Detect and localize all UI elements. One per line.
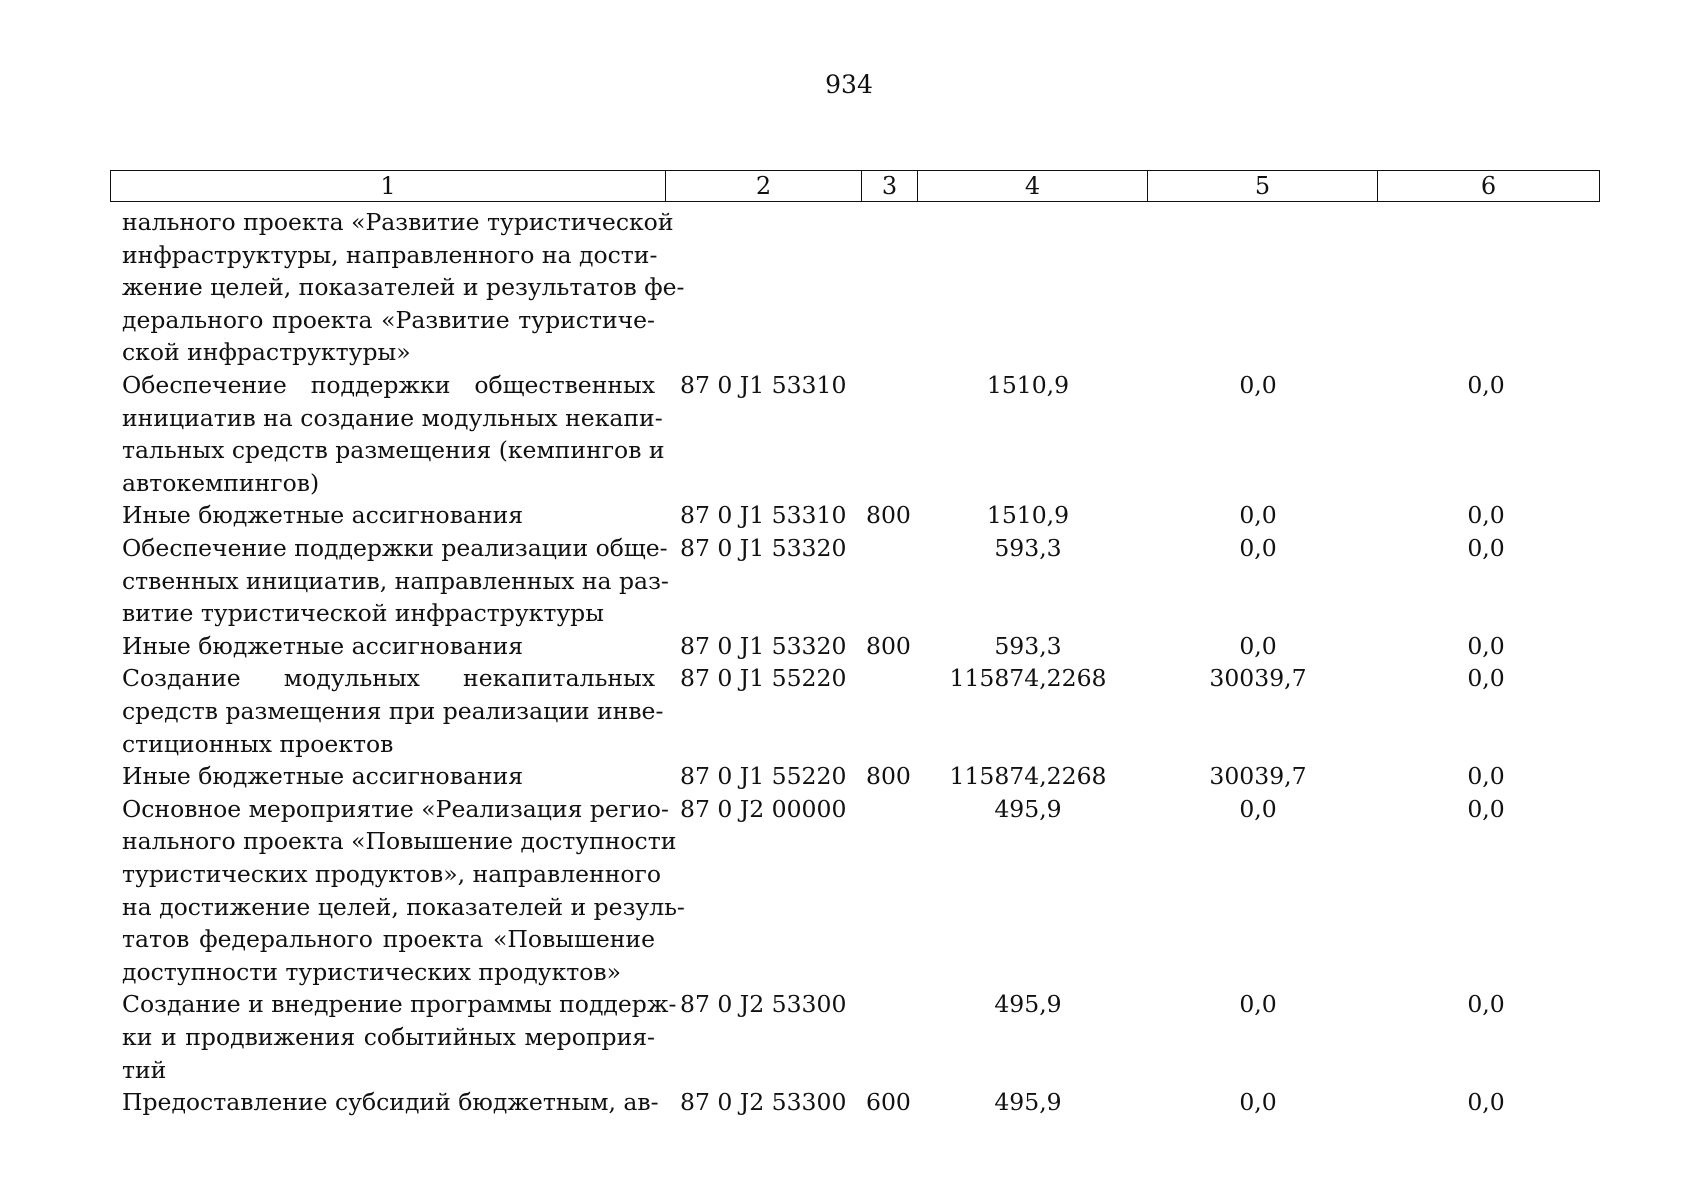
table-row	[0, 630, 1698, 663]
row-name-line: средств размещения при реализации инве-	[122, 696, 664, 725]
row-value-col6: 0,0	[1467, 534, 1505, 562]
row-name	[122, 662, 664, 760]
row-value-col4: 495,9	[994, 1088, 1062, 1117]
row-value-col6: 0,0	[1467, 371, 1505, 399]
header-col-6: 6	[1378, 171, 1600, 202]
row-name-line: тальных средств размещения (кемпингов и	[122, 436, 665, 465]
row-value-col5: 0,0	[1239, 501, 1277, 530]
row-name-line: стиционных проектов	[122, 729, 394, 758]
row-name-line: Обеспечение поддержки общественных	[122, 371, 655, 399]
row-expense-type: 800	[866, 762, 911, 791]
row-expense-type: 800	[866, 501, 911, 530]
row-name	[122, 206, 685, 369]
row-name-line: инфраструктуры, направленного на дости-	[122, 240, 658, 269]
row-name	[122, 630, 655, 663]
table-row	[0, 793, 1698, 989]
row-name-line: тий	[122, 1055, 167, 1084]
table-row	[0, 1086, 1698, 1119]
row-name-line: доступности туристических продуктов»	[122, 957, 622, 986]
row-name	[122, 369, 665, 499]
row-code: 87 0 J1 53320	[680, 631, 847, 660]
row-value-col4: 1510,9	[986, 501, 1070, 530]
row-value-col6: 0,0	[1467, 762, 1505, 791]
row-value-col5: 0,0	[1239, 1088, 1277, 1117]
row-name-line: Создание и внедрение программы поддерж-	[122, 990, 677, 1019]
row-code: 87 0 J2 00000	[680, 794, 847, 823]
row-name-line: Создание модульных некапитальных	[122, 664, 655, 693]
row-name-line: автокемпингов)	[122, 468, 320, 497]
row-value-col5: 0,0	[1239, 990, 1277, 1019]
table-row	[0, 369, 1698, 499]
row-name	[122, 988, 677, 1086]
row-name-line: Основное мероприятие «Реализация регио-	[122, 794, 669, 823]
row-name-line: нального проекта «Развитие туристической	[122, 208, 674, 236]
row-value-col6: 0,0	[1467, 631, 1505, 660]
header-col-4: 4	[918, 171, 1148, 202]
row-name-line: нального проекта «Повышение доступности	[122, 827, 677, 856]
row-value-col5: 30039,7	[1209, 664, 1307, 693]
row-value-col5: 0,0	[1239, 794, 1277, 823]
row-code: 87 0 J2 53300	[680, 990, 847, 1019]
table-row	[0, 206, 1698, 369]
header-col-2: 2	[666, 171, 862, 202]
header-col-3: 3	[862, 171, 918, 202]
row-value-col4: 593,3	[994, 534, 1062, 562]
row-expense-type: 800	[866, 631, 911, 660]
header-col-5: 5	[1148, 171, 1378, 202]
row-name-line: Иные бюджетные ассигнования	[122, 501, 524, 530]
row-value-col6: 0,0	[1467, 1088, 1505, 1117]
page-number: 934	[825, 70, 873, 99]
row-code: 87 0 J1 53320	[680, 534, 847, 562]
row-value-col5: 30039,7	[1209, 762, 1307, 791]
row-name-line: жение целей, показателей и результатов фе-	[122, 273, 685, 302]
row-value-col4: 1510,9	[986, 371, 1070, 399]
row-value-col4: 593,3	[994, 631, 1062, 660]
row-value-col6: 0,0	[1467, 794, 1505, 823]
header-col-1: 1	[111, 171, 666, 202]
row-value-col4: 495,9	[994, 794, 1062, 823]
row-value-col6: 0,0	[1467, 664, 1505, 693]
row-name-line: Обеспечение поддержки реализации обще-	[122, 534, 668, 562]
table-header	[110, 170, 1600, 202]
header-row	[111, 171, 1600, 202]
row-name	[122, 793, 685, 989]
row-code: 87 0 J2 53300	[680, 1088, 847, 1117]
row-name	[122, 532, 669, 630]
row-value-col4: 115874,2268	[949, 664, 1107, 693]
row-value-col4: 495,9	[994, 990, 1062, 1019]
row-value-col5: 0,0	[1239, 371, 1277, 399]
row-name	[122, 760, 655, 793]
row-value-col5: 0,0	[1239, 534, 1277, 562]
row-name-line: дерального проекта «Развитие туристиче-	[122, 305, 655, 334]
row-code: 87 0 J1 53310	[680, 501, 847, 530]
row-code: 87 0 J1 55220	[680, 762, 847, 791]
row-name-line: ственных инициатив, направленных на раз-	[122, 566, 669, 595]
row-name-line: ской инфраструктуры»	[122, 338, 411, 367]
row-name-line: туристических продуктов», направленного	[122, 859, 661, 888]
row-name-line: инициатив на создание модульных некапи-	[122, 403, 663, 432]
row-name	[122, 1086, 659, 1119]
row-name-line: ки и продвижения событийных мероприя-	[122, 1022, 655, 1051]
row-expense-type: 600	[866, 1088, 911, 1117]
table-row	[0, 532, 1698, 630]
table-row	[0, 499, 1698, 532]
row-name-line: Предоставление субсидий бюджетным, ав-	[122, 1088, 659, 1117]
row-name-line: Иные бюджетные ассигнования	[122, 631, 524, 660]
row-value-col4: 115874,2268	[949, 762, 1107, 791]
row-value-col6: 0,0	[1467, 990, 1505, 1019]
table-row	[0, 988, 1698, 1086]
row-value-col5: 0,0	[1239, 631, 1277, 660]
row-name	[122, 499, 655, 532]
row-name-line: татов федерального проекта «Повышение	[122, 925, 655, 954]
row-name-line: витие туристической инфраструктуры	[122, 599, 604, 628]
row-value-col6: 0,0	[1467, 501, 1505, 530]
row-code: 87 0 J1 53310	[680, 371, 847, 399]
row-name-line: на достижение целей, показателей и резуль-	[122, 892, 685, 921]
row-code: 87 0 J1 55220	[680, 664, 847, 693]
table-row	[0, 662, 1698, 760]
row-name-line: Иные бюджетные ассигнования	[122, 762, 524, 791]
table-row	[0, 760, 1698, 793]
